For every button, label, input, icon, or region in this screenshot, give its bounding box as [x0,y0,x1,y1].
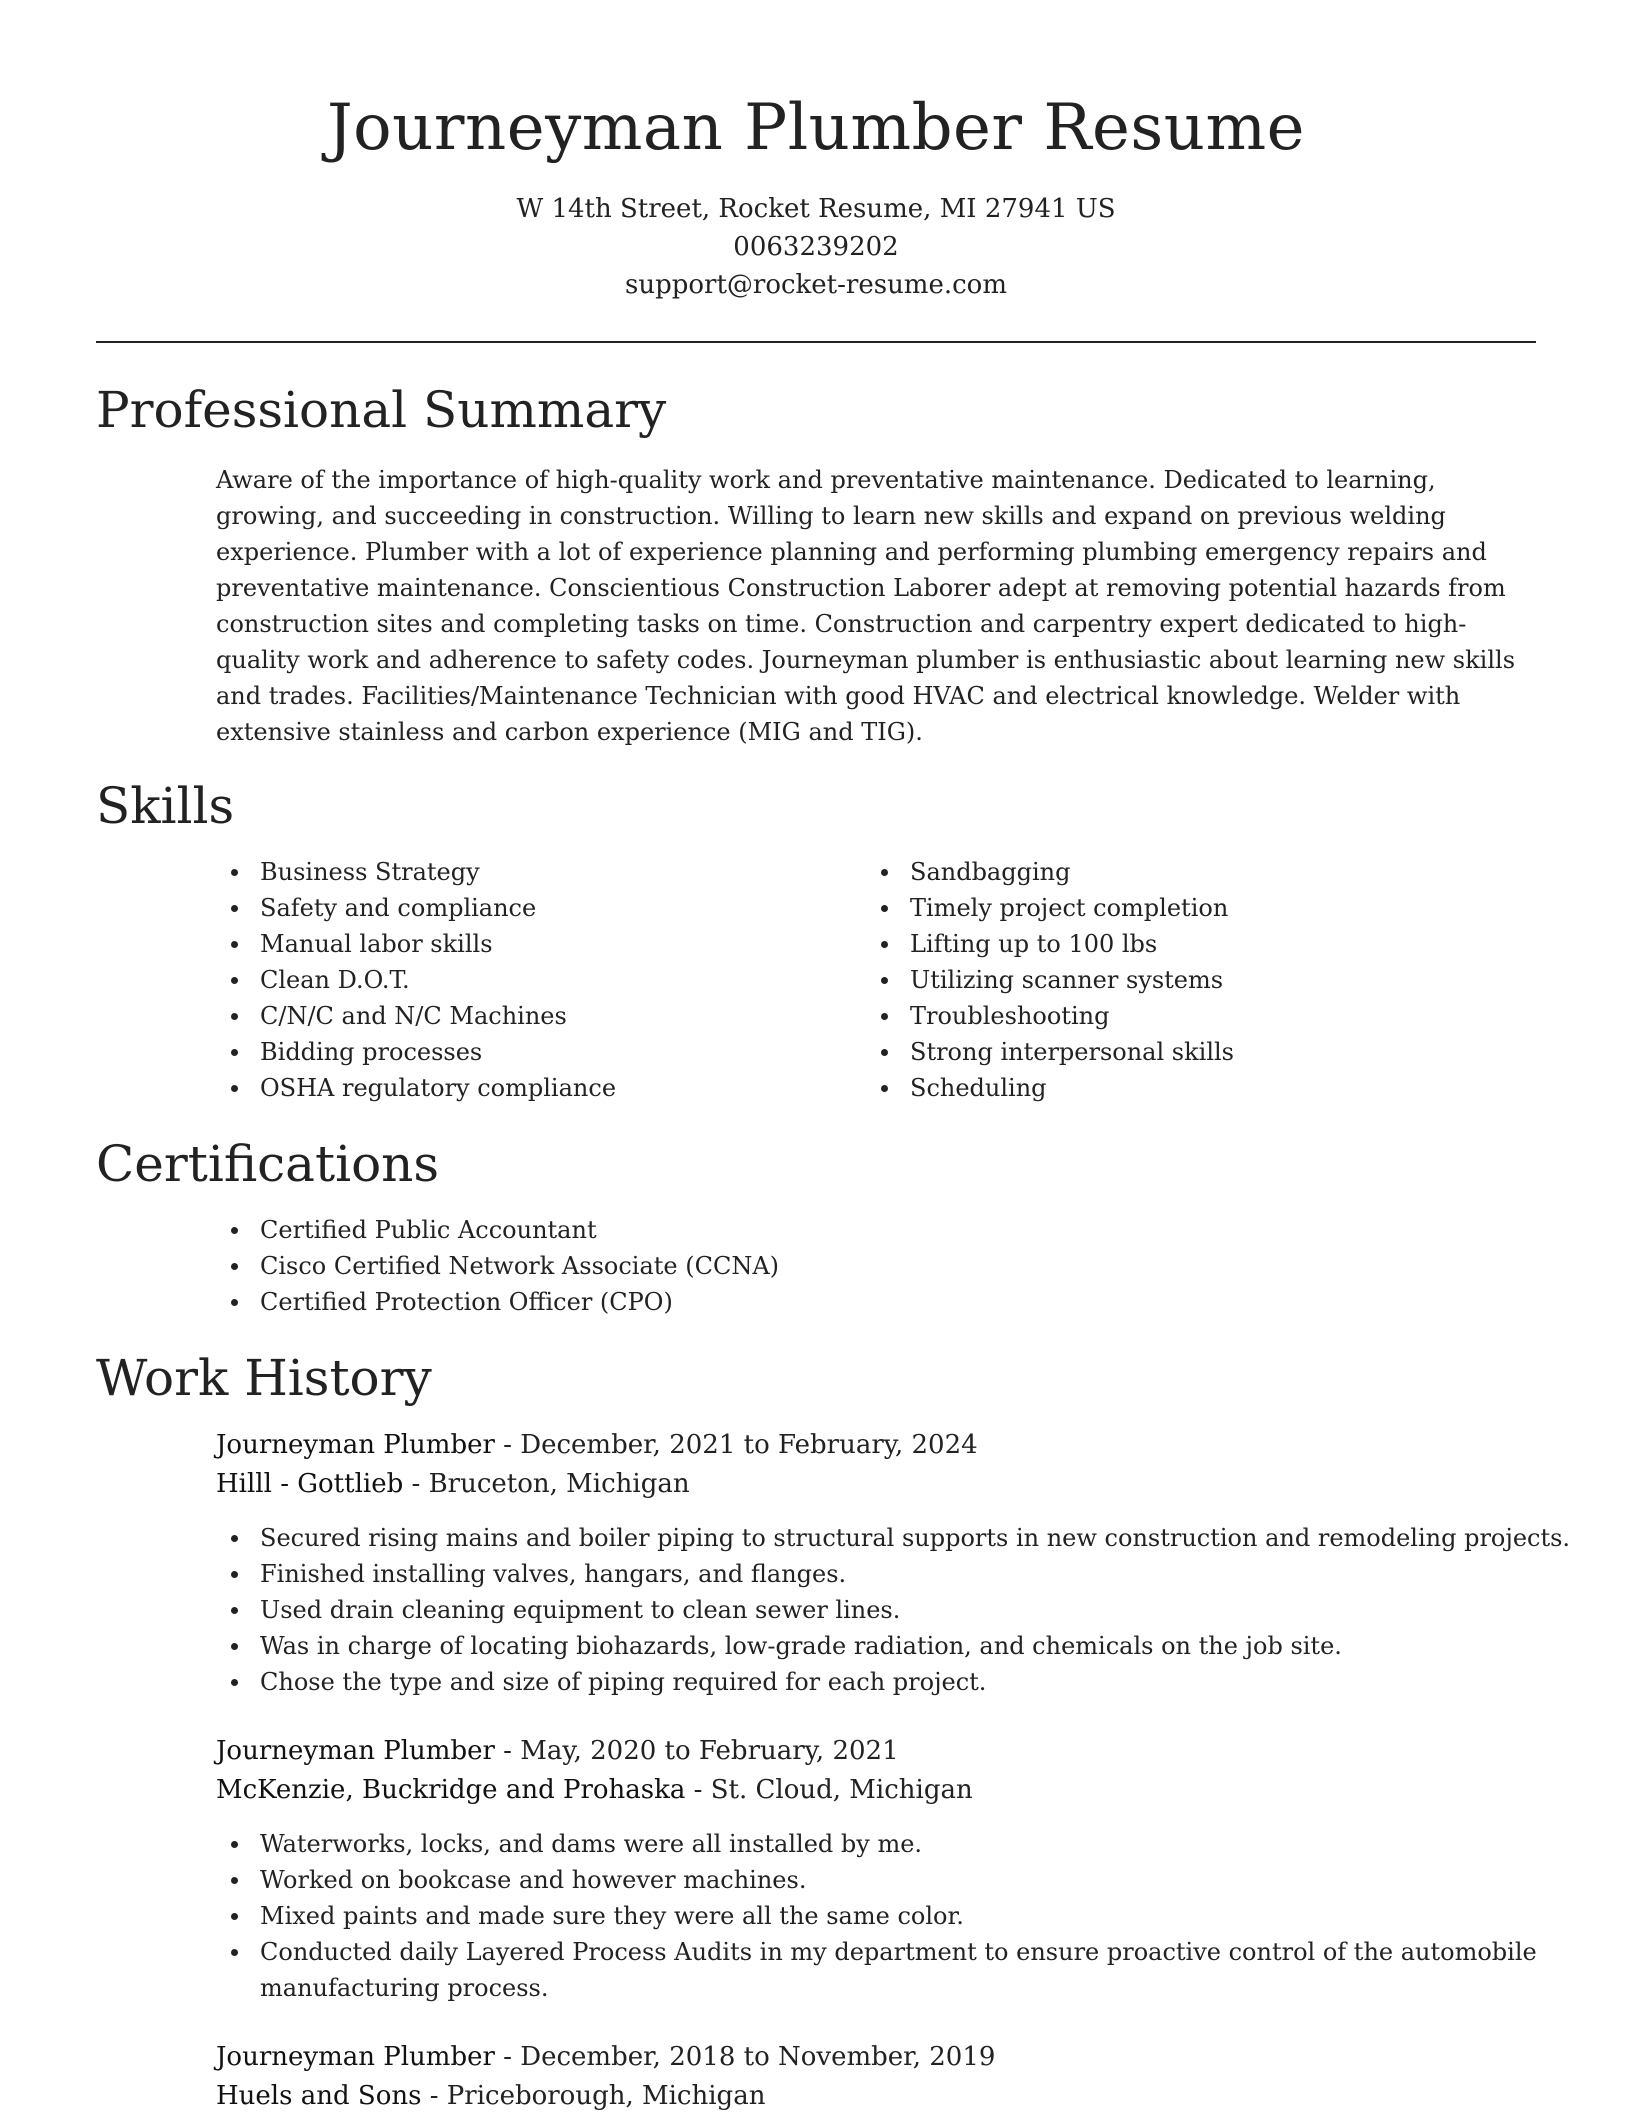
separator: - [494,1430,521,1460]
separator: - [403,1469,429,1499]
skill-item: Lifting up to 100 lbs [866,926,1234,962]
job-duty-item: Secured rising mains and boiler piping to structural supports in new construction and remodeling projects. [216,1520,1570,1556]
separator: - [421,2081,447,2111]
header-divider [96,341,1536,343]
job-company-line [216,1465,690,1503]
skill-item: Clean D.O.T. [216,962,616,998]
certifications-list [216,1212,779,1320]
summary-text: Aware of the importance of high-quality work and preventative maintenance. Dedicated to learning, growing, and succeeding in construction. Willing to learn new skills and expand on previous welding experience. Plumber with a lot of experience planning and performing plumbing emergency repairs and preventative maintenance. Conscientious Construction Laborer adept at removing potential hazards from construction sites and completing tasks on time. Construction and carpentry expert dedicated to high-quality work and adherence to safety codes. Journeyman plumber is enthusiastic about learning new skills and trades. Facilities/Maintenance Technician with good HVAC and electrical knowledge. Welder with extensive stainless and carbon experience (MIG and TIG). [216,466,1516,746]
job-title-line [216,2038,995,2076]
skill-item: C/N/C and N/C Machines [216,998,616,1034]
job-dates: May, 2020 to February, 2021 [520,1736,899,1766]
skill-item: Scheduling [866,1070,1234,1106]
certification-item: Cisco Certified Network Associate (CCNA) [216,1248,779,1284]
job-company-line [216,2077,765,2115]
job-company: Hilll - Gottlieb [216,1469,404,1499]
work-history-heading: Work History [96,1349,432,1407]
skill-item: OSHA regulatory compliance [216,1070,616,1106]
separator: - [685,1775,711,1805]
job-company: McKenzie, Buckridge and Prohaska [216,1775,686,1805]
job-dates: December, 2021 to February, 2024 [520,1430,978,1460]
job-company-line [216,1771,973,1809]
email-address: support@rocket-resume.com [624,270,1007,300]
phone-number: 0063239202 [733,232,899,262]
skill-item: Safety and compliance [216,890,616,926]
certification-item: Certified Public Accountant [216,1212,779,1248]
job-title: Journeyman Plumber [216,2042,495,2072]
certifications-heading: Certifications [96,1135,440,1193]
resume-title: Journeyman Plumber Resume [326,91,1306,165]
job-duties-list [216,1520,1570,1700]
skill-item: Timely project completion [866,890,1234,926]
job-duty-item: Chose the type and size of piping required for each project. [216,1664,1570,1700]
job-duty-item: Finished installing valves, hangars, and flanges. [216,1556,1570,1592]
job-duty-item: Mixed paints and made sure they were all the same color. [216,1898,1546,1934]
skills-list-right [866,854,1234,1106]
contact-info [0,190,1632,304]
job-location: Priceborough, Michigan [446,2081,766,2111]
skill-item: Business Strategy [216,854,616,890]
address: W 14th Street, Rocket Resume, MI 27941 US [516,194,1116,224]
job-location: Bruceton, Michigan [428,1469,690,1499]
job-duties-list [216,1826,1546,2006]
job-title: Journeyman Plumber [216,1736,495,1766]
separator: - [494,1736,521,1766]
job-title-line [216,1732,899,1770]
job-company: Huels and Sons [216,2081,422,2111]
skills-heading: Skills [96,777,235,835]
job-title-line [216,1426,978,1464]
certification-item: Certified Protection Officer (CPO) [216,1284,779,1320]
skill-item: Bidding processes [216,1034,616,1070]
skill-item: Utilizing scanner systems [866,962,1234,998]
job-duty-item: Conducted daily Layered Process Audits in my department to ensure proactive control of the automobile manufacturing process. [216,1934,1546,2006]
skills-list-left [216,854,616,1106]
skill-item: Sandbagging [866,854,1234,890]
skill-item: Strong interpersonal skills [866,1034,1234,1070]
job-duty-item: Used drain cleaning equipment to clean sewer lines. [216,1592,1570,1628]
summary-heading: Professional Summary [96,381,667,439]
job-duty-item: Worked on bookcase and however machines. [216,1862,1546,1898]
skill-item: Troubleshooting [866,998,1234,1034]
job-dates: December, 2018 to November, 2019 [520,2042,996,2072]
job-duty-item: Was in charge of locating biohazards, low-grade radiation, and chemicals on the job site. [216,1628,1570,1664]
skill-item: Manual labor skills [216,926,616,962]
separator: - [494,2042,521,2072]
job-duty-item: Waterworks, locks, and dams were all installed by me. [216,1826,1546,1862]
job-location: St. Cloud, Michigan [710,1775,973,1805]
job-title: Journeyman Plumber [216,1430,495,1460]
